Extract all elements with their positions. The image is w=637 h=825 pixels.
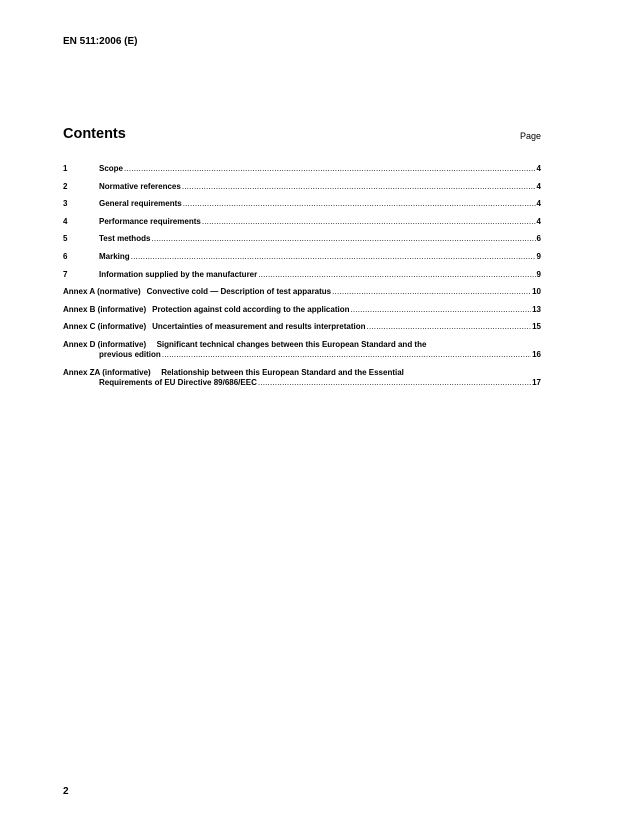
document-id-header: EN 511:2006 (E) <box>63 36 138 47</box>
toc-entry-annex-b[interactable] <box>63 305 541 315</box>
section-number: 7 <box>63 269 68 279</box>
annex-title-line-2: previous edition <box>99 349 161 359</box>
annex-label: Annex D (informative) <box>63 339 147 349</box>
toc-entry-5[interactable] <box>63 234 541 244</box>
page-number: 13 <box>532 304 541 314</box>
annex-label: Annex C (informative) <box>63 322 147 332</box>
leader-dots <box>182 182 536 192</box>
leader-dots <box>162 350 531 360</box>
section-title: General requirements <box>99 199 182 209</box>
annex-label: Annex A (normative) <box>63 287 141 297</box>
section-title: Information supplied by the manufacturer <box>99 269 258 279</box>
leader-dots <box>258 378 531 388</box>
page-number: 9 <box>536 251 541 261</box>
page-column-label: Page <box>519 131 541 141</box>
page-number: 4 <box>536 216 541 226</box>
leader-dots <box>350 305 531 315</box>
toc-entry-annex-za[interactable] <box>63 368 541 388</box>
annex-title: Protection against cold according to the application <box>152 304 350 314</box>
page-number: 9 <box>536 269 541 279</box>
toc-entry-annex-a[interactable] <box>63 287 541 297</box>
leader-dots <box>258 270 535 280</box>
page-number: 6 <box>536 234 541 244</box>
section-number: 2 <box>63 181 68 191</box>
leader-dots <box>183 199 536 209</box>
table-of-contents <box>63 164 541 395</box>
section-title: Test methods <box>99 234 151 244</box>
toc-entry-annex-c[interactable] <box>63 322 541 332</box>
toc-entry-1[interactable] <box>63 164 541 174</box>
page-footer-number: 2 <box>63 786 69 797</box>
page-number: 4 <box>536 164 541 173</box>
page-number: 4 <box>536 181 541 191</box>
toc-entry-6[interactable] <box>63 252 541 262</box>
leader-dots <box>151 234 535 244</box>
leader-dots <box>124 164 536 174</box>
annex-title-line-2: Requirements of EU Directive 89/686/EEC <box>99 377 257 387</box>
leader-dots <box>202 217 536 227</box>
page-number: 10 <box>532 287 541 297</box>
toc-entry-annex-d[interactable] <box>63 340 541 360</box>
section-title: Performance requirements <box>99 216 201 226</box>
leader-dots <box>367 322 532 332</box>
leader-dots <box>332 287 531 297</box>
annex-label: Annex B (informative) <box>63 304 147 314</box>
contents-heading: Contents <box>63 126 126 142</box>
section-title: Scope <box>99 164 124 173</box>
annex-title: Convective cold — Description of test apparatus <box>146 287 332 297</box>
toc-entry-3[interactable] <box>63 199 541 209</box>
toc-entry-4[interactable] <box>63 217 541 227</box>
section-number: 5 <box>63 234 68 244</box>
annex-title: Uncertainties of measurement and results interpretation <box>152 322 366 332</box>
section-title: Marking <box>99 251 130 261</box>
annex-title-line-1: Relationship between this European Standard and the Essential <box>161 367 404 377</box>
section-number: 4 <box>63 216 68 226</box>
section-number: 6 <box>63 251 68 261</box>
page-number: 16 <box>532 349 541 359</box>
section-number: 1 <box>63 164 68 173</box>
leader-dots <box>131 252 536 262</box>
page-number: 17 <box>532 377 541 387</box>
page-number: 4 <box>536 199 541 209</box>
section-title: Normative references <box>99 181 181 191</box>
page-number: 15 <box>532 322 541 332</box>
section-number: 3 <box>63 199 68 209</box>
toc-entry-7[interactable] <box>63 270 541 280</box>
annex-title-line-1: Significant technical changes between this European Standard and the <box>156 339 427 349</box>
annex-label: Annex ZA (informative) <box>63 367 151 377</box>
toc-entry-2[interactable] <box>63 182 541 192</box>
